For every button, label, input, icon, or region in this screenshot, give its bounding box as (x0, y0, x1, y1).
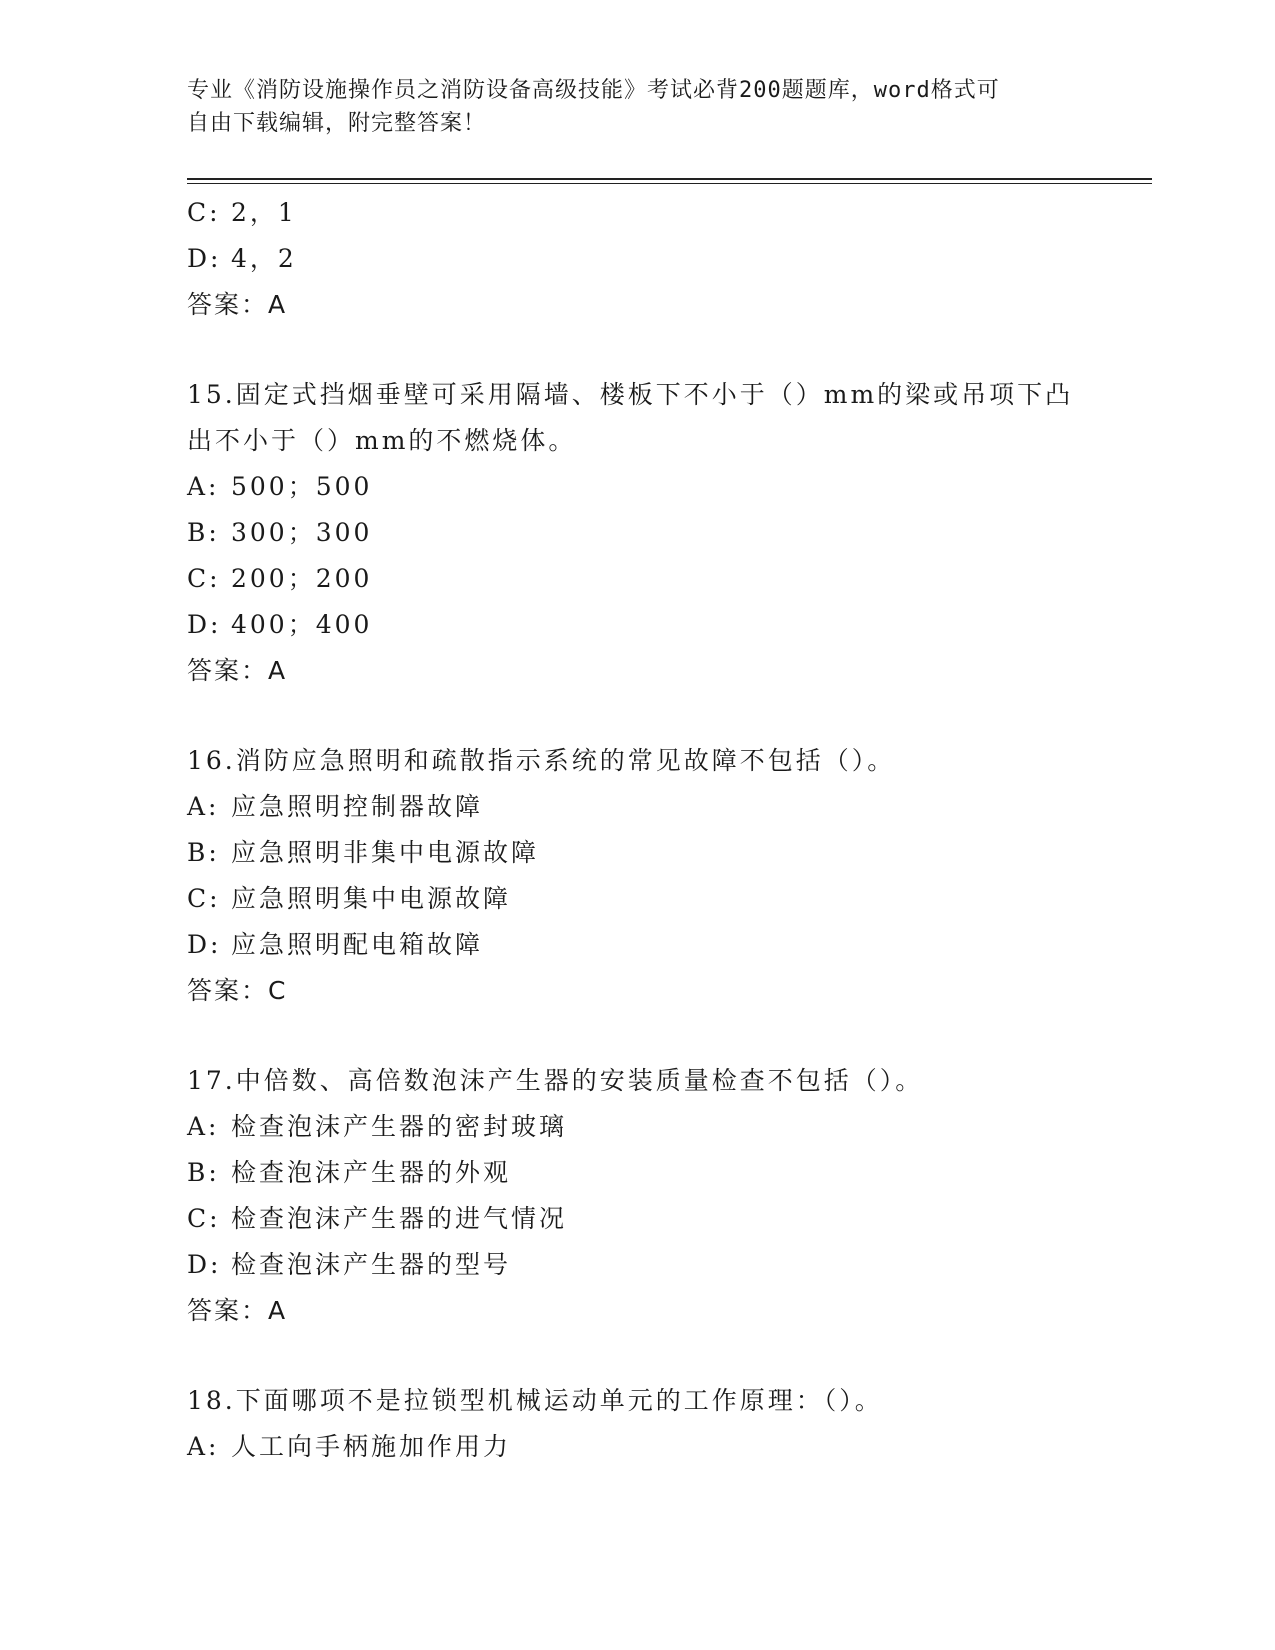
option-a: A: 应急照明控制器故障 (187, 792, 484, 821)
question-stem: 17.中倍数、高倍数泡沫产生器的安装质量检查不包括（）。 (187, 1066, 924, 1095)
answer-line: 答案：A (187, 290, 288, 319)
option-c: C: 200；200 (187, 564, 373, 593)
answer-line: 答案：A (187, 656, 288, 685)
option-b: B: 300；300 (187, 518, 373, 547)
option-d: D: 应急照明配电箱故障 (187, 930, 484, 959)
header-line-2: 自由下载编辑，附完整答案！ (187, 111, 487, 136)
option-c: C: 应急照明集中电源故障 (187, 884, 512, 913)
question-block-18 (187, 1378, 1087, 1470)
option-c: C: 检查泡沫产生器的进气情况 (187, 1204, 568, 1233)
option-b: B: 检查泡沫产生器的外观 (187, 1158, 512, 1187)
answer-line: 答案：A (187, 1296, 288, 1325)
option-a: A: 检查泡沫产生器的密封玻璃 (187, 1112, 568, 1141)
header-divider-thin (187, 183, 1152, 184)
question-block-16 (187, 738, 1087, 1014)
question-stem: 15.固定式挡烟垂壁可采用隔墙、楼板下不小于（）mm的梁或吊项下凸 (187, 380, 1074, 409)
question-stem: 16.消防应急照明和疏散指示系统的常见故障不包括（）。 (187, 746, 896, 775)
question-stem: 18.下面哪项不是拉锁型机械运动单元的工作原理：（）。 (187, 1386, 883, 1415)
option-a: A: 人工向手柄施加作用力 (187, 1432, 512, 1461)
question-block-14 (187, 190, 1087, 328)
answer-line: 答案：C (187, 976, 288, 1005)
question-block-15 (187, 372, 1087, 694)
question-block-17 (187, 1058, 1087, 1334)
question-list (187, 190, 1087, 1470)
header-line-1: 专业《消防设施操作员之消防设备高级技能》考试必背200题题库，word格式可 (187, 78, 1000, 103)
document-header (187, 74, 1067, 140)
option-d: D: 检查泡沫产生器的型号 (187, 1250, 512, 1279)
option-b: B: 应急照明非集中电源故障 (187, 838, 540, 867)
question-stem-continued: 出不小于（）mm的不燃烧体。 (187, 426, 577, 455)
option-d: D: 4，2 (187, 244, 297, 273)
header-divider-thick (187, 178, 1152, 180)
option-a: A: 500；500 (187, 472, 373, 501)
option-c: C: 2，1 (187, 198, 297, 227)
option-d: D: 400；400 (187, 610, 373, 639)
